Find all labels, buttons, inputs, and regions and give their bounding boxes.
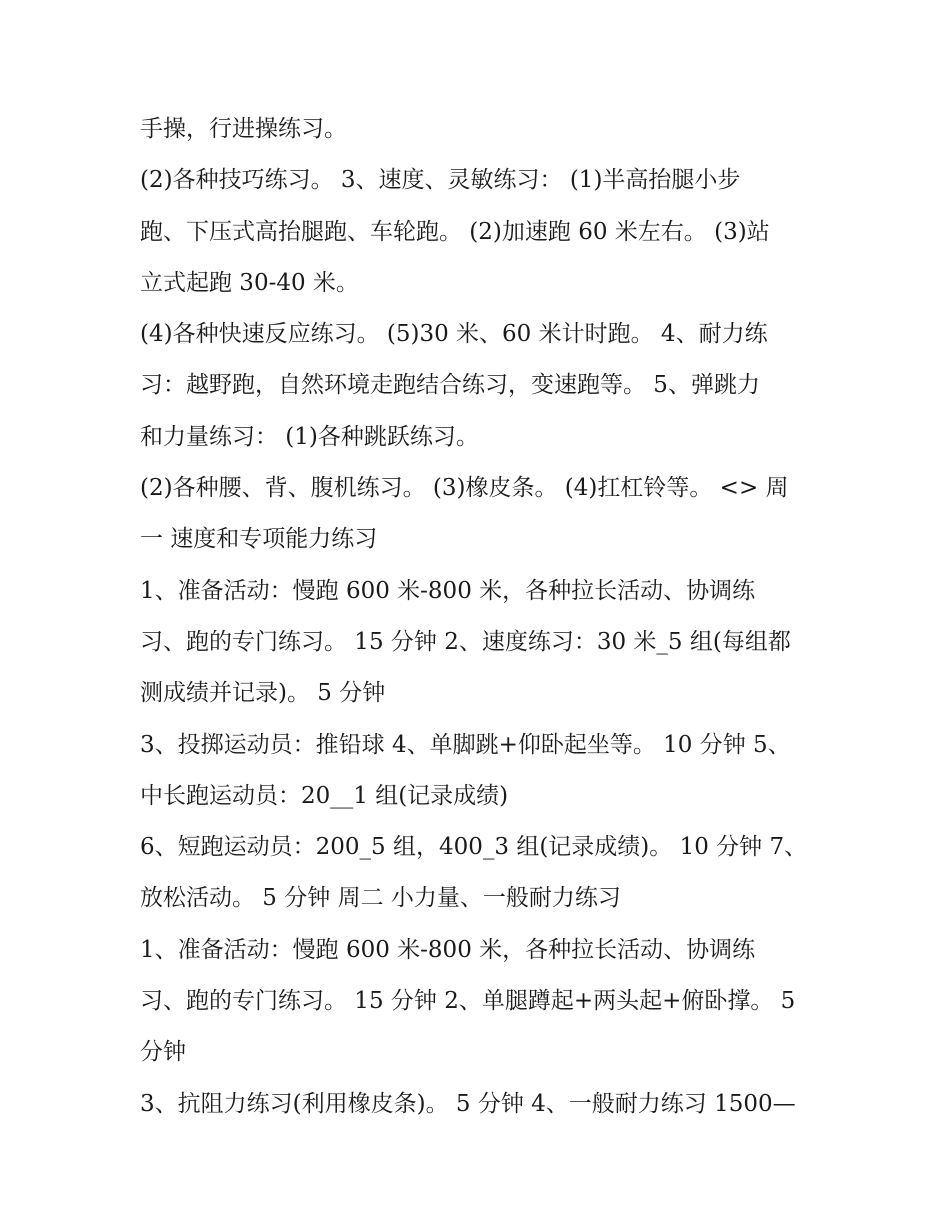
text-line-11: 习、跑的专门练习。 15 分钟 2、速度练习：30 米_5 组(每组都 [140, 628, 791, 655]
text-line-9: 一 速度和专项能力练习 [140, 526, 378, 553]
text-line-17: 1、准备活动：慢跑 600 米-800 米，各种拉长活动、协调练 [140, 936, 756, 963]
text-line-6: 习：越野跑，自然环境走跑结合练习，变速跑等。 5、弹跳力 [140, 372, 760, 399]
text-line-15: 6、短跑运动员：200_5 组，400_3 组(记录成绩)。 10 分钟 7、 [140, 834, 808, 861]
text-line-8: (2)各种腰、背、腹机练习。 (3)橡皮条。 (4)扛杠铃等。 <> 周 [140, 475, 789, 502]
document-body [140, 104, 820, 1130]
text-line-20: 3、抗阻力练习(利用橡皮条)。 5 分钟 4、一般耐力练习 1500— [140, 1090, 796, 1117]
text-line-18: 习、跑的专门练习。 15 分钟 2、单腿蹲起+两头起+俯卧撑。 5 [140, 988, 796, 1015]
text-line-13: 3、投掷运动员：推铅球 4、单脚跳+仰卧起坐等。 10 分钟 5、 [140, 731, 791, 758]
text-line-2: (2)各种技巧练习。 3、速度、灵敏练习： (1)半高抬腿小步 [140, 167, 741, 194]
text-line-7: 和力量练习： (1)各种跳跃练习。 [140, 423, 479, 450]
text-line-1: 手操，行进操练习。 [140, 116, 347, 142]
text-line-16: 放松活动。 5 分钟 周二 小力量、一般耐力练习 [140, 885, 621, 912]
text-line-4: 立式起跑 30-40 米。 [140, 269, 359, 296]
text-line-3: 跑、下压式高抬腿跑、车轮跑。 (2)加速跑 60 米左右。 (3)站 [140, 218, 770, 245]
text-line-5: (4)各种快速反应练习。 (5)30 米、60 米计时跑。 4、耐力练 [140, 321, 768, 348]
text-line-10: 1、准备活动：慢跑 600 米-800 米，各种拉长活动、协调练 [140, 577, 756, 604]
text-line-19: 分钟 [140, 1039, 186, 1066]
text-line-12: 测成绩并记录)。 5 分钟 [140, 680, 386, 707]
text-line-14: 中长跑运动员：20__1 组(记录成绩) [140, 782, 509, 809]
